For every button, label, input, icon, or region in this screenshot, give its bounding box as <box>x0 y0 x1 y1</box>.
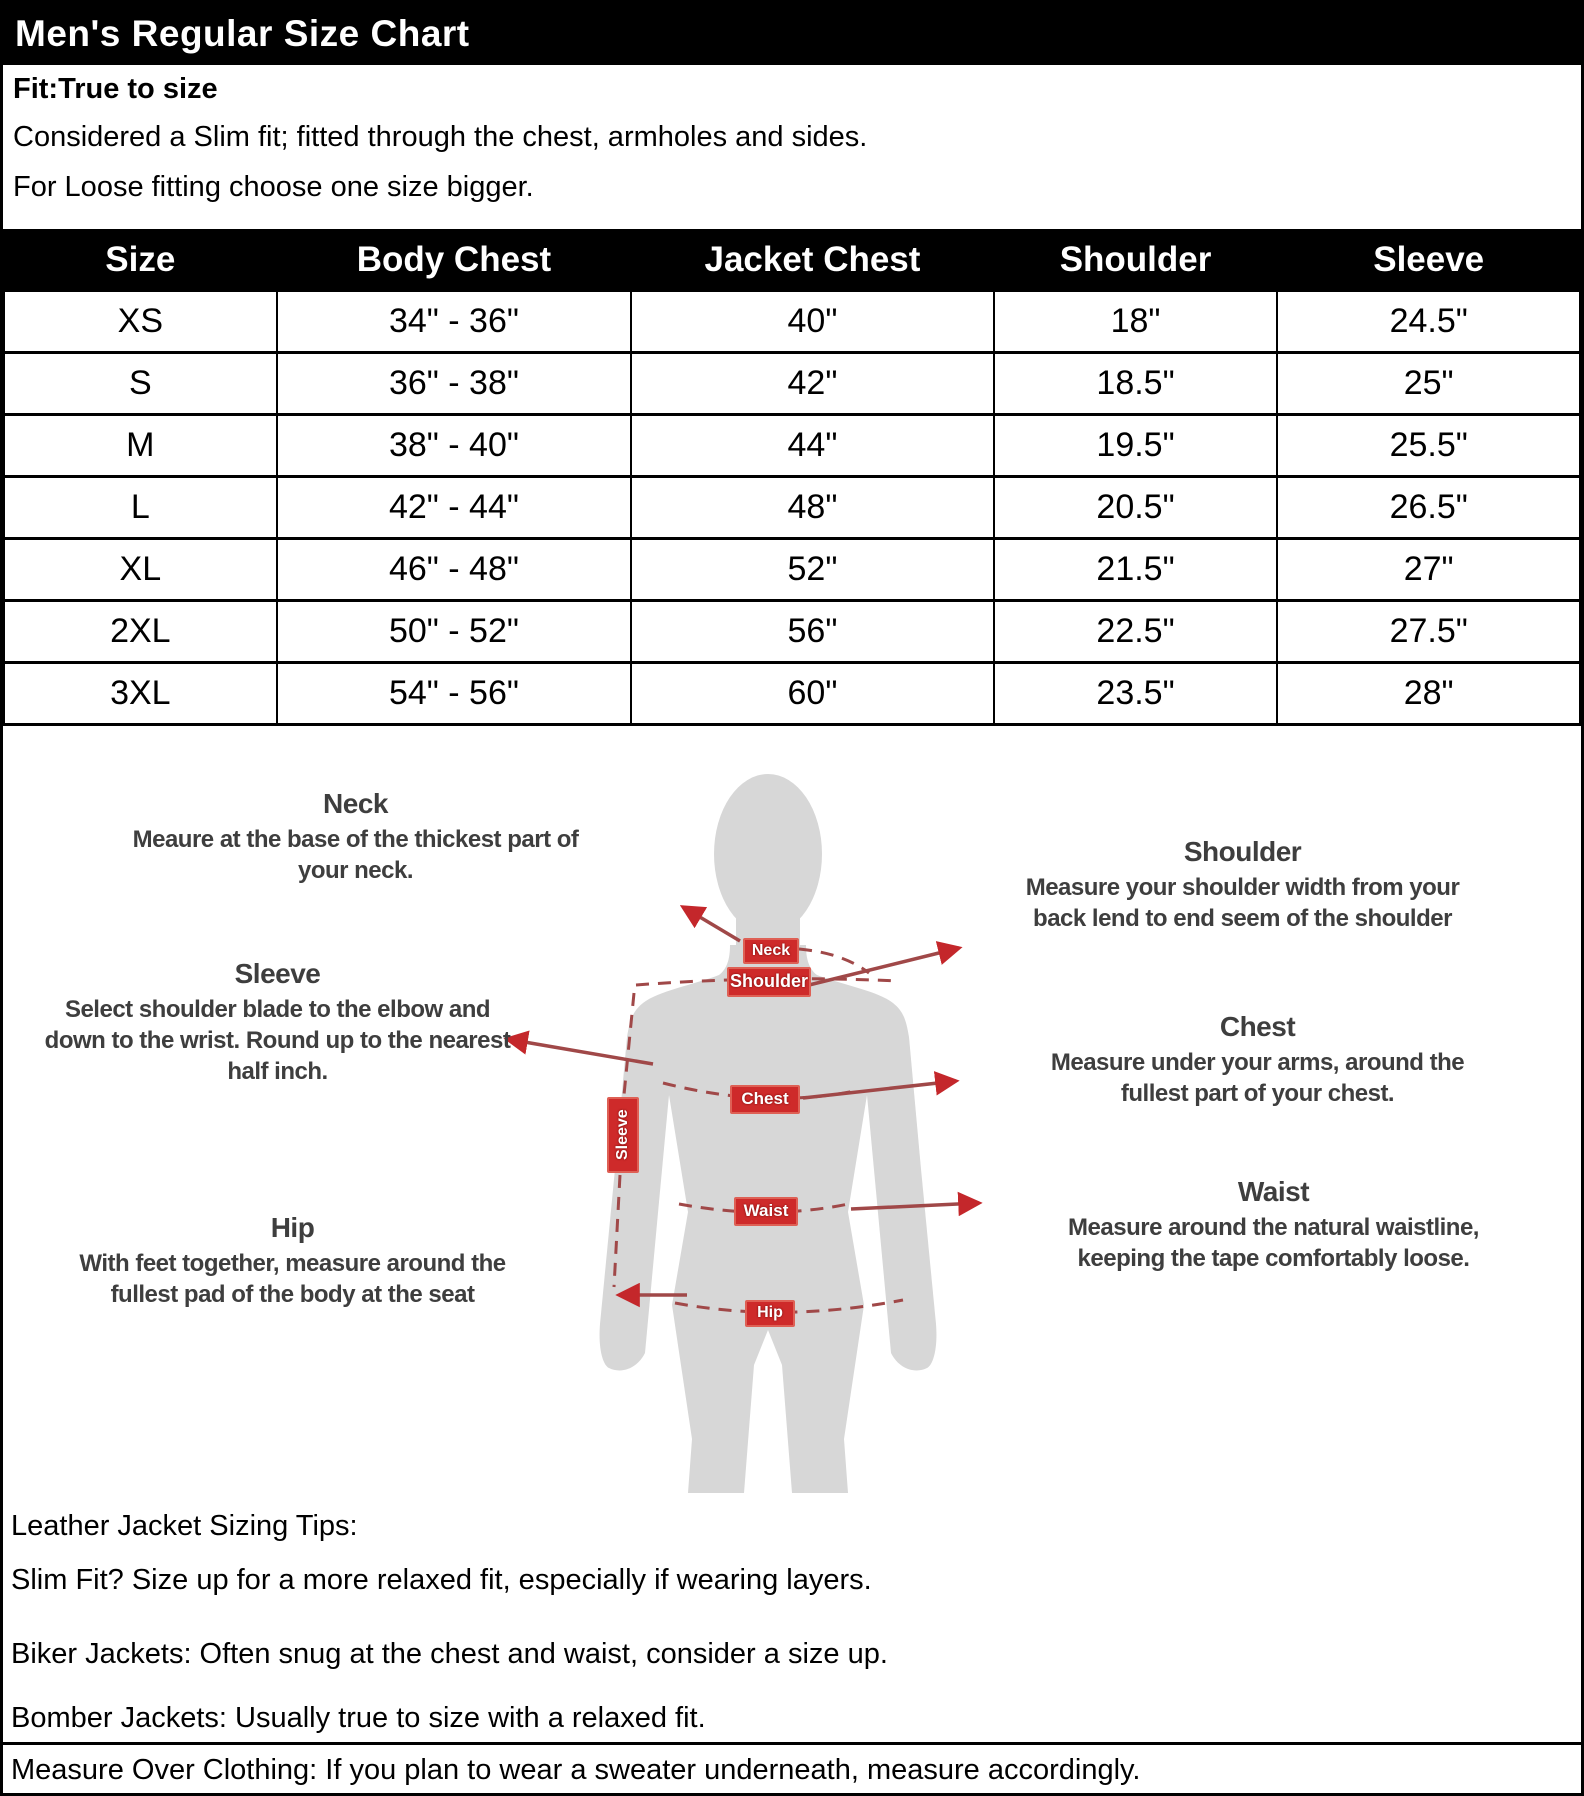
tip-bomber-jackets: Bomber Jackets: Usually true to size with a relaxed fit. <box>11 1701 706 1734</box>
column-header-sleeve: Sleeve <box>1277 230 1580 290</box>
neck-annotation <box>128 788 583 886</box>
tips-heading: Leather Jacket Sizing Tips: <box>11 1509 358 1542</box>
tip-measure-over-clothing: Measure Over Clothing: If you plan to wear a sweater underneath, measure accordingly. <box>11 1753 1141 1786</box>
fit-label: Fit:True to size <box>13 73 218 105</box>
table-header-row <box>4 230 1580 290</box>
size-table <box>3 229 1581 726</box>
shoulder-cell: 18.5" <box>994 352 1278 414</box>
fit-description: Considered a Slim fit; fitted through the chest, armholes and sides. <box>13 121 868 153</box>
table-row <box>4 476 1580 538</box>
jacket-chest-cell: 60" <box>631 662 993 724</box>
size-cell: L <box>4 476 277 538</box>
chest-annotation-text: Measure under your arms, around the fullest part of your chest. <box>1050 1048 1465 1107</box>
body-silhouette <box>600 774 937 1493</box>
table-row <box>4 662 1580 724</box>
shoulder-cell: 23.5" <box>994 662 1278 724</box>
hip-annotation <box>55 1212 530 1310</box>
body-chest-cell: 54" - 56" <box>277 662 632 724</box>
page-title: Men's Regular Size Chart <box>15 13 470 54</box>
size-cell: S <box>4 352 277 414</box>
waist-tag: Waist <box>734 1197 798 1226</box>
chest-tag: Chest <box>730 1085 800 1114</box>
waist-annotation-text: Measure around the natural waistline, keeping the tape comfortably loose. <box>1068 1213 1479 1272</box>
body-chest-cell: 46" - 48" <box>277 538 632 600</box>
sleeve-cell: 26.5" <box>1277 476 1580 538</box>
shoulder-cell: 18" <box>994 290 1278 352</box>
sleeve-cell: 25.5" <box>1277 414 1580 476</box>
table-row <box>4 352 1580 414</box>
intro-section <box>3 65 1581 229</box>
jacket-chest-cell: 52" <box>631 538 993 600</box>
shoulder-annotation-text: Measure your shoulder width from your back lend to end seem of the shoulder <box>1025 873 1460 932</box>
chest-annotation <box>1035 1011 1480 1109</box>
sleeve-cell: 28" <box>1277 662 1580 724</box>
waist-annotation-title: Waist <box>1237 1175 1310 1207</box>
hip-tag: Hip <box>745 1300 795 1327</box>
column-header-jacket-chest: Jacket Chest <box>631 230 993 290</box>
shoulder-cell: 19.5" <box>994 414 1278 476</box>
sleeve-cell: 27" <box>1277 538 1580 600</box>
shoulder-cell: 21.5" <box>994 538 1278 600</box>
body-chest-cell: 36" - 38" <box>277 352 632 414</box>
neck-tag: Neck <box>743 938 799 964</box>
shoulder-annotation <box>1025 836 1460 934</box>
size-cell: M <box>4 414 277 476</box>
body-chest-cell: 38" - 40" <box>277 414 632 476</box>
size-cell: XL <box>4 538 277 600</box>
tip-biker-jackets: Biker Jackets: Often snug at the chest and waist, consider a size up. <box>11 1637 888 1670</box>
body-chest-cell: 42" - 44" <box>277 476 632 538</box>
sleeve-tag: Sleeve <box>607 1097 639 1173</box>
size-cell: XS <box>4 290 277 352</box>
hip-annotation-text: With feet together, measure around the fullest pad of the body at the seat <box>79 1249 506 1308</box>
jacket-chest-cell: 42" <box>631 352 993 414</box>
sleeve-annotation <box>40 958 515 1088</box>
sleeve-cell: 27.5" <box>1277 600 1580 662</box>
tip-slim-fit: Slim Fit? Size up for a more relaxed fit, especially if wearing layers. <box>11 1563 872 1596</box>
jacket-chest-cell: 48" <box>631 476 993 538</box>
sleeve-annotation-title: Sleeve <box>234 957 321 989</box>
loose-fit-note: For Loose fitting choose one size bigger. <box>13 171 534 203</box>
body-chest-cell: 34" - 36" <box>277 290 632 352</box>
body-chest-cell: 50" - 52" <box>277 600 632 662</box>
shoulder-cell: 22.5" <box>994 600 1278 662</box>
waist-annotation <box>1046 1176 1501 1274</box>
sleeve-cell: 25" <box>1277 352 1580 414</box>
chest-annotation-title: Chest <box>1219 1010 1296 1042</box>
table-row <box>4 538 1580 600</box>
neck-annotation-text: Meaure at the base of the thickest part of your neck. <box>132 825 579 884</box>
column-header-shoulder: Shoulder <box>994 230 1278 290</box>
neck-annotation-title: Neck <box>323 787 388 819</box>
size-cell: 2XL <box>4 600 277 662</box>
hip-annotation-title: Hip <box>270 1211 315 1243</box>
table-row <box>4 290 1580 352</box>
sizing-tips-section <box>3 1502 1581 1793</box>
size-cell: 3XL <box>4 662 277 724</box>
sleeve-annotation-text: Select shoulder blade to the elbow and down to the wrist. Round up to the nearest half inch. <box>44 995 511 1085</box>
jacket-chest-cell: 56" <box>631 600 993 662</box>
shoulder-cell: 20.5" <box>994 476 1278 538</box>
table-row <box>4 600 1580 662</box>
shoulder-tag: Shoulder <box>727 967 811 997</box>
column-header-size: Size <box>4 230 277 290</box>
jacket-chest-cell: 44" <box>631 414 993 476</box>
title-bar <box>3 3 1581 65</box>
jacket-chest-cell: 40" <box>631 290 993 352</box>
tips-divider <box>3 1742 1581 1745</box>
table-row <box>4 414 1580 476</box>
shoulder-annotation-title: Shoulder <box>1183 835 1302 867</box>
sleeve-cell: 24.5" <box>1277 290 1580 352</box>
column-header-body-chest: Body Chest <box>277 230 632 290</box>
measurement-diagram <box>3 726 1581 1502</box>
